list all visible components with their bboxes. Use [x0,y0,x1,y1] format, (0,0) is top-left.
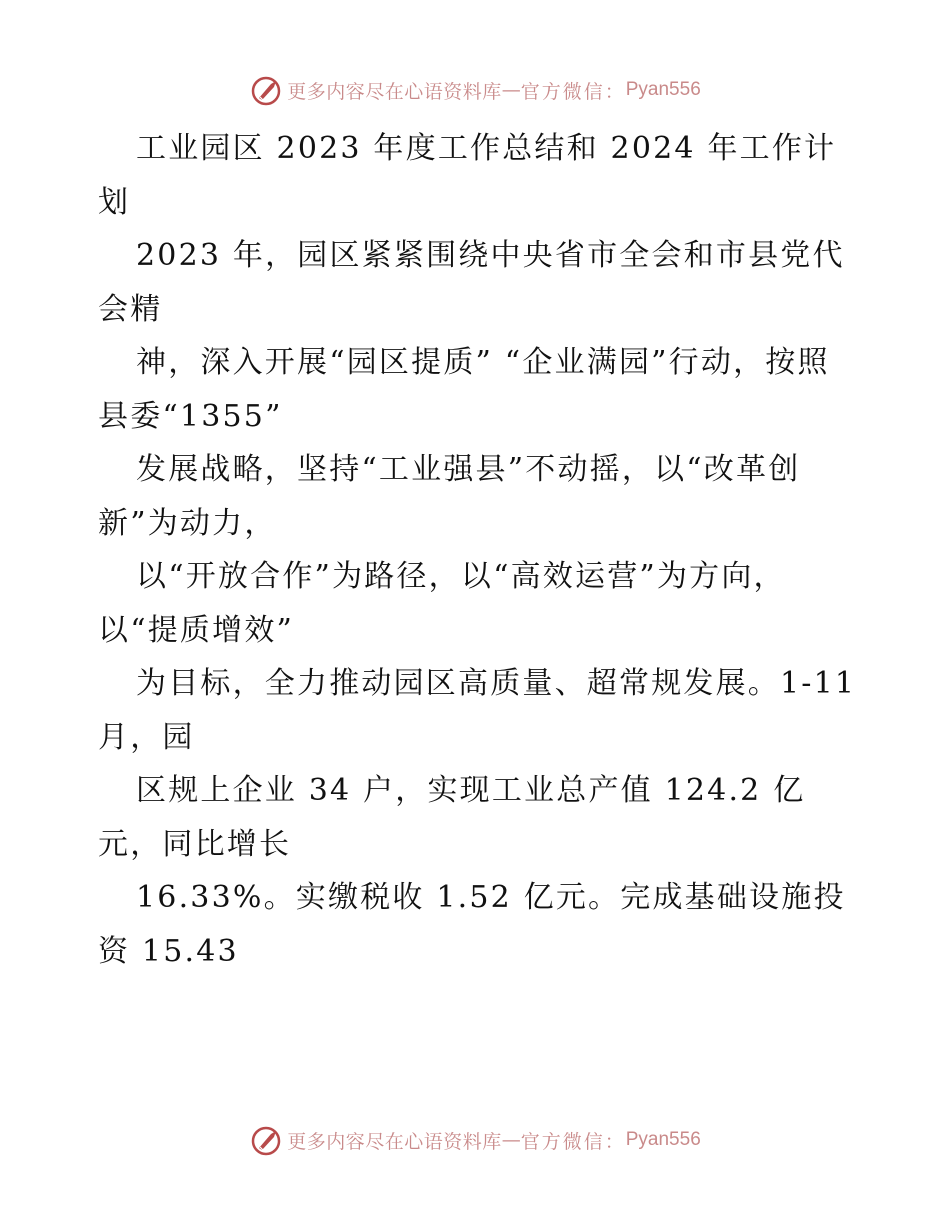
paragraph: 区规上企业 34 户，实现工业总产值 124.2 亿元，同比增长 [98,773,806,862]
paragraph: 以“开放合作”为路径，以“高效运营”为方向，以“提质增效” [98,559,786,648]
paragraph: 为目标，全力推动园区高质量、超常规发展。1-11 月，园 [98,666,857,755]
watermark-dash: — [501,79,521,101]
watermark-text: 更多内容尽在心语资料库 [287,1130,502,1153]
watermark-label: 官方微信： [520,80,626,103]
watermark-label: 官方微信： [520,1130,626,1153]
header-watermark [0,70,950,110]
document-title: 工业园区 2023 年度工作总结和 2024 年工作计划 [98,131,837,220]
watermark-text: 更多内容尽在心语资料库 [287,80,502,103]
pen-logo-icon [249,1122,285,1158]
paragraph: 2023 年，园区紧紧围绕中央省市全会和市县党代会精 [98,238,845,327]
paragraph: 发展战略，坚持“工业强县”不动摇，以“改革创新”为动力， [98,452,801,541]
pen-logo-icon [249,72,285,108]
paragraph: 神，深入开展“园区提质” “企业满园”行动，按照县委“1355” [98,345,830,434]
footer-watermark [0,1120,950,1160]
paragraph: 16.33%。实缴税收 1.52 亿元。完成基础设施投资 15.43 [98,880,846,969]
document-body [98,122,858,978]
watermark-wechat-id: Pyan556 [625,1129,701,1150]
watermark-wechat-id: Pyan556 [625,79,701,100]
watermark-dash: — [501,1129,521,1151]
